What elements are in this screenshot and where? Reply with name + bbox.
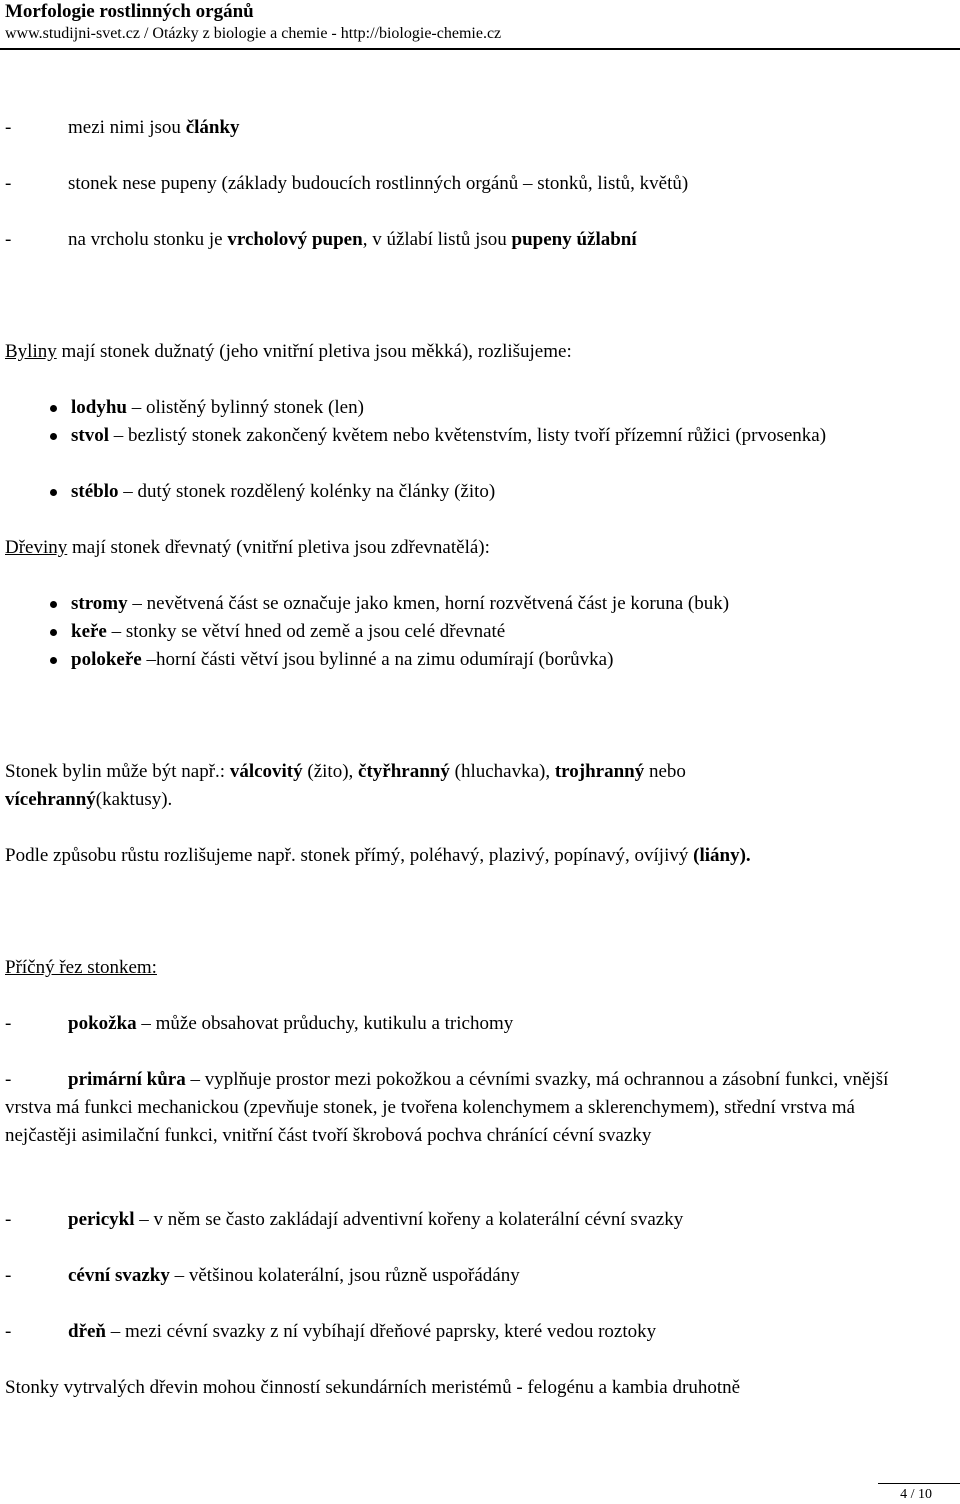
stonek-bylin-paragraph: Stonek bylin může být např.: válcovitý (žito), čtyřhranný (hluchavka), trojhranný nebo vícehranný(kaktusy).: [5, 761, 686, 810]
list-item: - stonek nese pupeny (základy budoucích rostlinných orgánů – stonků, listů, květů): [5, 173, 689, 194]
dreviny-paragraph: Stonky vytrvalých dřevin mohou činností sekundárních meristémů - felogénu a kambia druhotně: [5, 1377, 741, 1398]
list-item: - dřeň – mezi cévní svazky z ní vybíhají dřeňové paprsky, které vedou roztoky: [5, 1321, 657, 1342]
dreviny-intro: Dřeviny mají stonek dřevnatý (vnitřní pletiva jsou zdřevnatělá):: [5, 537, 490, 558]
page-header: [5, 0, 955, 45]
section-heading: Příčný řez stonkem:: [5, 957, 157, 978]
list-item: - cévní svazky – většinou kolaterální, jsou různě uspořádány: [5, 1265, 520, 1286]
bullet-icon: [50, 657, 57, 664]
list-item: - pericykl – v něm se často zakládají adventivní kořeny a kolaterální cévní svazky: [5, 1209, 684, 1230]
bullet-icon: [50, 433, 57, 440]
list-item: - primární kůra – vyplňuje prostor mezi pokožkou a cévními svazky, má ochrannou a zásobní funkci, vnější vrstva má funkci mechanickou (zpevňuje stonek, je tvořena kolenchymem a sklerenchymem), střední vrstva má nejčastěji asimilační funkci, vnitřní část tvoří škrobová pochva chránící cévní svazky: [5, 1069, 889, 1146]
footer-divider: [878, 1483, 960, 1484]
bullet-icon: [50, 489, 57, 496]
source-url: www.studijni-svet.cz / Otázky z biologie a chemie - http://biologie-chemie.cz: [5, 25, 502, 42]
byliny-link[interactable]: Byliny: [5, 341, 57, 362]
bullet-icon: [50, 601, 57, 608]
rust-paragraph: Podle způsobu růstu rozlišujeme např. stonek přímý, poléhavý, plazivý, popínavý, ovíjivý (liány).: [5, 845, 751, 866]
bullet-icon: [50, 405, 57, 412]
list-item: - na vrcholu stonku je vrcholový pupen, v úžlabí listů jsou pupeny úžlabní: [5, 229, 637, 250]
document-title: Morfologie rostlinných orgánů: [5, 1, 254, 22]
list-item: - pokožka – může obsahovat průduchy, kutikulu a trichomy: [5, 1013, 514, 1034]
dreviny-link[interactable]: Dřeviny: [5, 537, 68, 558]
list-item: - mezi nimi jsou články: [5, 117, 240, 138]
byliny-intro: Byliny mají stonek dužnatý (jeho vnitřní pletiva jsou měkká), rozlišujeme:: [5, 341, 572, 362]
page-number: 4 / 10: [900, 1487, 932, 1502]
bullet-icon: [50, 629, 57, 636]
header-divider: [0, 48, 960, 50]
